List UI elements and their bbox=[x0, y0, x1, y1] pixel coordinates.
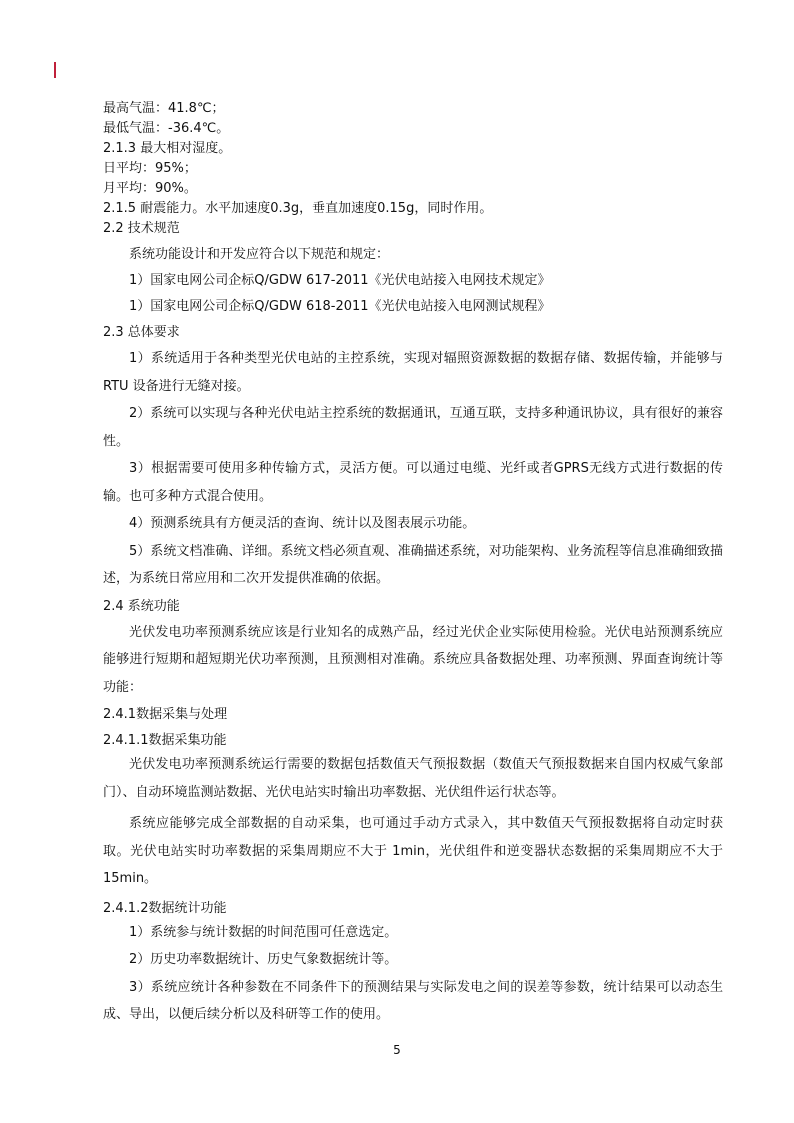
section-heading-2-3: 2.3 总体要求 bbox=[103, 325, 180, 340]
spec-min-temperature: 最低气温：-36.4℃。 bbox=[103, 121, 230, 136]
statistics-item: 1）系统参与统计数据的时间范围可任意选定。 bbox=[129, 924, 398, 940]
document-page bbox=[103, 99, 723, 1029]
section-heading-2-4-1-2: 2.4.1.2数据统计功能 bbox=[103, 900, 227, 916]
section-heading-2-4-1: 2.4.1数据采集与处理 bbox=[103, 707, 228, 722]
section-heading-2-4: 2.4 系统功能 bbox=[103, 598, 180, 614]
section-heading-2-2: 2.2 技术规范 bbox=[103, 221, 180, 236]
margin-marker bbox=[54, 62, 56, 78]
spec-seismic: 2.1.5 耐震能力。水平加速度0.3g，垂直加速度0.15g，同时作用。 bbox=[103, 201, 493, 216]
requirement-paragraph: 1）系统适用于各种类型光伏电站的主控系统，实现对辐照资源数据的数据存储、数据传输，并能够与RTU 设备进行无缝对接。 bbox=[103, 351, 723, 394]
system-function-paragraph: 光伏发电功率预测系统应该是行业知名的成熟产品，经过光伏企业实际使用检验。光伏电站预测系统应能够进行短期和超短期光伏功率预测，且预测相对准确。系统应具备数据处理、功率预测、界面查询统计等功能： bbox=[103, 624, 723, 695]
standard-item: 1）国家电网公司企标Q/GDW 618-2011《光伏电站接入电网测试规程》 bbox=[129, 299, 551, 314]
heading-humidity: 2.1.3 最大相对湿度。 bbox=[103, 141, 232, 156]
requirement-paragraph: 2）系统可以实现与各种光伏电站主控系统的数据通讯，互通互联，支持多种通讯协议，具有很好的兼容性。 bbox=[103, 406, 723, 449]
requirement-paragraph: 3）根据需要可使用多种传输方式，灵活方便。可以通过电缆、光纤或者GPRS无线方式进行数据的传输。也可多种方式混合使用。 bbox=[103, 461, 723, 504]
section-heading-2-4-1-1: 2.4.1.1数据采集功能 bbox=[103, 733, 227, 748]
data-collection-paragraph: 系统应能够完成全部数据的自动采集，也可通过手动方式录入，其中数值天气预报数据将自动定时获取。光伏电站实时功率数据的采集周期应不大于 1min，光伏组件和逆变器状态数据的采集周期应不大于15min。 bbox=[103, 816, 723, 886]
statistics-item: 2）历史功率数据统计、历史气象数据统计等。 bbox=[129, 952, 398, 967]
requirement-paragraph: 5）系统文档准确、详细。系统文档必须直观、准确描述系统，对功能架构、业务流程等信息准确细致描述，为系统日常应用和二次开发提供准确的依据。 bbox=[103, 543, 723, 586]
spec-max-temperature: 最高气温：41.8℃； bbox=[103, 101, 225, 116]
standard-item: 1）国家电网公司企标Q/GDW 617-2011《光伏电站接入电网技术规定》 bbox=[129, 273, 551, 288]
standards-intro: 系统功能设计和开发应符合以下规范和规定： bbox=[129, 247, 390, 262]
spec-monthly-humidity: 月平均：90%。 bbox=[103, 181, 197, 196]
spec-daily-humidity: 日平均：95%； bbox=[103, 161, 197, 176]
data-collection-paragraph: 光伏发电功率预测系统运行需要的数据包括数值天气预报数据（数值天气预报数据来自国内权威气象部门）、自动环境监测站数据、光伏电站实时输出功率数据、光伏组件运行状态等。 bbox=[103, 757, 723, 800]
requirement-paragraph: 4）预测系统具有方便灵活的查询、统计以及图表展示功能。 bbox=[129, 516, 476, 531]
page-number: 5 bbox=[393, 1043, 401, 1057]
statistics-item: 3）系统应统计各种参数在不同条件下的预测结果与实际发电之间的误差等参数，统计结果可以动态生成、导出，以便后续分析以及科研等工作的使用。 bbox=[103, 979, 723, 1022]
